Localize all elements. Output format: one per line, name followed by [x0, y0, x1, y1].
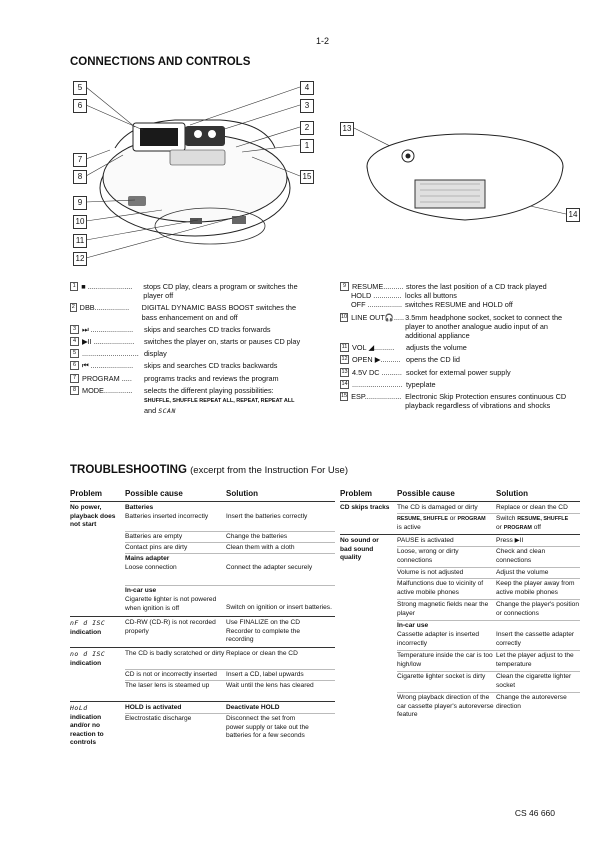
- control-number: 11: [341, 344, 348, 351]
- header-cause: Possible cause: [125, 489, 183, 498]
- troubleshooting-title: [70, 464, 348, 476]
- control-key: .........................: [352, 379, 403, 389]
- cause-cell: Wrong playback direction of the car cassette player's autoreverse feature: [397, 694, 494, 719]
- control-key: ............................: [82, 349, 139, 359]
- control-key: OFF .................: [351, 300, 403, 310]
- control-desc: programs tracks and reviews the program: [144, 373, 279, 383]
- control-row: [70, 349, 310, 358]
- cause-cell: CD is not or incorrectly inserted: [125, 671, 217, 678]
- control-desc: skips and searches CD tracks backwards: [144, 361, 278, 371]
- solution-cell: Clean them with a cloth: [226, 544, 295, 551]
- controls-list-right: [340, 282, 580, 413]
- control-row: [70, 361, 310, 370]
- cause-cell: Batteries inserted incorrectly: [125, 513, 209, 520]
- problem-hold: [70, 704, 122, 748]
- problem-no-sound: No sound or bad sound quality: [340, 537, 379, 562]
- control-number: 15: [341, 393, 348, 400]
- control-desc: stops CD play, clears a program or switches the player off: [143, 282, 298, 301]
- control-key: OPEN ▶..........: [352, 355, 401, 365]
- row-rule: [397, 671, 580, 672]
- solution-cell: Connect the adapter securely: [226, 564, 313, 571]
- control-desc: switches the player on, starts or pauses CD play: [144, 337, 301, 347]
- problem-label: indication: [70, 659, 102, 667]
- control-key: VOL ◢..........: [352, 343, 395, 353]
- table-rule: [70, 501, 335, 502]
- solution-cell: Use FINALIZE on the CD Recorder to complete the recording: [226, 619, 301, 644]
- control-key: LINE OUT🎧.....: [351, 312, 404, 322]
- callout-6: 6: [73, 99, 87, 113]
- mode-options: SHUFFLE, SHUFFLE REPEAT ALL, REPEAT, REPEAT ALL: [144, 398, 295, 405]
- control-key: RESUME..........: [352, 282, 404, 291]
- cause-cell: Batteries are empty: [125, 533, 183, 540]
- control-key: ESP..................: [351, 392, 402, 402]
- control-number: 9: [340, 282, 349, 291]
- control-number: 2: [71, 304, 75, 311]
- callout-11: 11: [73, 234, 87, 248]
- cause-cell: Malfunctions due to vicinity of active mobile phones: [397, 580, 484, 596]
- control-number: 4: [70, 337, 79, 346]
- control-row: [340, 392, 580, 410]
- callout-2: 2: [300, 121, 314, 135]
- solution-cell: Change the autoreverse direction: [496, 694, 567, 710]
- control-key: PROGRAM .....: [82, 373, 132, 383]
- control-key: ▶II ....................: [82, 337, 135, 347]
- cause-cell: HOLD is activated: [125, 704, 182, 711]
- row-rule: [125, 542, 335, 543]
- header-solution: Solution: [226, 489, 258, 498]
- control-number: 14: [341, 380, 348, 387]
- control-number: 3: [70, 325, 79, 334]
- cd-player-bottom-illustration: [360, 118, 570, 238]
- control-key: ⏭ .....................: [82, 324, 134, 334]
- row-rule: [125, 680, 335, 681]
- troubleshooting-subtitle: (excerpt from the Instruction For Use): [190, 465, 348, 476]
- callout-7: 7: [73, 153, 87, 167]
- callout-10: 10: [73, 215, 87, 229]
- mode-desc: selects the different playing possibilities:: [144, 385, 274, 395]
- control-desc: socket for external power supply: [406, 367, 511, 377]
- control-desc: stores the last position of a CD track played: [406, 282, 547, 291]
- row-rule: [397, 578, 580, 579]
- control-desc: adjusts the volume: [406, 343, 467, 353]
- control-desc: locks all buttons: [405, 291, 457, 301]
- control-key: DBB.................: [79, 303, 130, 313]
- callout-8: 8: [73, 170, 87, 184]
- solution-text: Switch: [496, 515, 516, 522]
- row-rule: [397, 546, 580, 547]
- problem-label: indication: [70, 628, 102, 636]
- row-rule: [125, 669, 335, 670]
- solution-text: or: [496, 523, 502, 531]
- control-row: [340, 291, 580, 300]
- row-rule: [397, 513, 580, 514]
- control-desc: DIGITAL DYNAMIC BASS BOOST switches the bass enhancement on and off: [141, 303, 297, 322]
- section-title: CONNECTIONS AND CONTROLS: [70, 56, 251, 68]
- control-number: 13: [341, 368, 348, 375]
- solution-keyword: RESUME, SHUFFLE: [517, 516, 569, 522]
- cause-cell: Loose connection: [125, 564, 177, 571]
- solution-cell: Switch on ignition or insert batteries.: [226, 604, 332, 611]
- table-rule: [70, 616, 335, 617]
- callout-9: 9: [73, 196, 87, 210]
- control-desc: opens the CD lid: [406, 355, 460, 365]
- header-cause: Possible cause: [397, 489, 455, 498]
- control-number: 5: [70, 349, 79, 358]
- row-rule: [125, 713, 335, 714]
- control-desc: switches RESUME and HOLD off: [405, 300, 513, 310]
- header-problem: Problem: [70, 489, 103, 498]
- solution-cell: Wait until the lens has cleared: [226, 682, 314, 689]
- row-rule: [125, 585, 335, 586]
- row-rule: [397, 692, 580, 693]
- control-row: [70, 282, 310, 300]
- mode-and: and: [144, 406, 157, 416]
- problem-no-disc: [70, 650, 122, 668]
- cause-keyword: RESUME, SHUFFLE: [397, 516, 448, 522]
- group-incar: In-car use: [397, 622, 429, 629]
- cause-cell: Strong magnetic fields near the player: [397, 601, 489, 617]
- cause-keyword: PROGRAM: [457, 516, 486, 522]
- control-number: 10: [341, 313, 348, 320]
- cause-cell: The laser lens is steamed up: [125, 682, 210, 689]
- solution-cell: Replace or clean the CD: [496, 504, 568, 511]
- header-problem: Problem: [340, 489, 373, 498]
- row-rule: [125, 531, 335, 532]
- solution-cell: Insert the cassette adapter correctly: [496, 631, 575, 647]
- table-rule: [340, 534, 580, 535]
- control-row: [340, 368, 580, 377]
- row-rule: [125, 553, 335, 554]
- cause-text: or: [449, 515, 456, 522]
- control-row: [70, 325, 310, 334]
- document-code: CS 46 660: [514, 808, 555, 818]
- cause-cell: The CD is damaged or dirty: [397, 504, 478, 511]
- callout-12: 12: [73, 252, 87, 266]
- spacer: [340, 300, 351, 309]
- control-key: ■ ......................: [81, 282, 133, 291]
- problem-cd-skips: CD skips tracks: [340, 504, 390, 511]
- cause-cell: [397, 515, 495, 532]
- solution-cell: Change the batteries: [226, 533, 288, 540]
- control-row: [70, 386, 310, 417]
- solution-cell: Adjust the volume: [496, 569, 549, 576]
- table-rule: [340, 501, 580, 502]
- row-rule: [397, 620, 580, 621]
- row-rule: [397, 599, 580, 600]
- solution-cell: Press ▶II: [496, 537, 524, 544]
- control-number: 8: [70, 386, 79, 395]
- solution-cell: Insert the batteries correctly: [226, 513, 308, 520]
- solution-cell: Replace or clean the CD: [226, 650, 298, 657]
- control-desc: Electronic Skip Protection ensures continuous CD playback regardless of vibrations and shocks: [405, 392, 567, 411]
- control-row: [340, 343, 580, 352]
- cause-cell: Volume is not adjusted: [397, 569, 464, 576]
- callout-14: 14: [566, 208, 580, 222]
- solution-cell: Deactivate HOLD: [226, 704, 280, 711]
- control-row: [70, 374, 310, 383]
- control-row: [340, 355, 580, 364]
- trouble-table-right: [340, 490, 580, 730]
- control-key: MODE..............: [82, 385, 133, 395]
- control-desc: [144, 386, 310, 417]
- callout-4: 4: [300, 81, 314, 95]
- spacer: [340, 291, 351, 300]
- cause-cell: CD-RW (CD-R) is not recorded properly: [125, 619, 216, 635]
- mode-lcd-scan: SCAN: [158, 407, 176, 416]
- control-key: 4.5V DC ..........: [352, 367, 402, 377]
- cause-cell: Cassette adapter is inserted incorrectly: [397, 631, 480, 647]
- problem-label: indication and/or no reaction to controls: [70, 713, 104, 747]
- solution-keyword: PROGRAM: [503, 524, 532, 531]
- group-incar: In-car use: [125, 587, 157, 594]
- control-row: [70, 303, 310, 321]
- row-rule: [397, 567, 580, 568]
- control-key: HOLD ..............: [351, 291, 402, 301]
- table-rule: [70, 701, 335, 702]
- problem-nf-disc: [70, 619, 122, 637]
- solution-cell: Keep the player away from active mobile phones: [496, 580, 575, 596]
- group-mains: Mains adapter: [125, 555, 170, 562]
- controls-list-left: [70, 282, 310, 419]
- control-row: [340, 282, 580, 291]
- callout-1: 1: [300, 139, 314, 153]
- control-key: ⏮ .....................: [82, 361, 134, 371]
- trouble-table-left: [70, 490, 335, 760]
- control-desc: typeplate: [406, 379, 436, 389]
- control-row: [340, 300, 580, 309]
- cause-cell: PAUSE is activated: [397, 537, 454, 544]
- problem-no-power: No power, playback does not start: [70, 504, 116, 529]
- lcd-no-disc: no d ISC: [70, 650, 106, 658]
- solution-cell: Change the player's position or connections: [496, 601, 580, 617]
- header-solution: Solution: [496, 489, 528, 498]
- control-row: [340, 313, 580, 341]
- control-desc: skips and searches CD tracks forwards: [144, 324, 271, 334]
- solution-cell: Check and clean connections: [496, 548, 546, 564]
- table-rule: [70, 647, 335, 648]
- solution-cell: Insert a CD, label upwards: [226, 671, 304, 678]
- control-number: 6: [70, 361, 79, 370]
- callout-15: 15: [300, 170, 314, 184]
- control-number: 7: [70, 374, 79, 383]
- control-desc: 3.5mm headphone socket, socket to connect the player to another analogue audio input of an additional appliance: [405, 312, 563, 341]
- cause-cell: Cigarette lighter is not powered when ignition is off: [125, 596, 217, 612]
- callout-5: 5: [73, 81, 87, 95]
- solution-text: off: [533, 523, 541, 531]
- control-number: 12: [341, 356, 348, 363]
- solution-cell: Disconnect the set from power supply or take out the batteries for a few seconds: [226, 715, 309, 740]
- group-batteries: Batteries: [125, 504, 154, 511]
- cause-cell: Temperature inside the car is too high/low: [397, 652, 493, 668]
- page-number: 1-2: [316, 36, 330, 46]
- troubleshooting-heading: TROUBLESHOOTING: [70, 464, 187, 476]
- control-desc: display: [144, 349, 167, 359]
- callout-3: 3: [300, 99, 314, 113]
- cause-text: is active: [397, 523, 421, 531]
- control-row: [70, 337, 310, 346]
- cause-cell: Cigarette lighter socket is dirty: [397, 673, 486, 680]
- callout-13: 13: [340, 122, 354, 136]
- cause-cell: Electrostatic discharge: [125, 715, 192, 722]
- row-rule: [397, 650, 580, 651]
- lcd-hold: HoLd: [70, 704, 88, 712]
- solution-cell: Clean the cigarette lighter socket: [496, 673, 572, 689]
- cause-cell: The CD is badly scratched or dirty: [125, 650, 225, 657]
- control-row: [340, 380, 580, 389]
- solution-cell: [496, 515, 580, 532]
- control-number: 1: [70, 282, 78, 291]
- lcd-nf-disc: nF d ISC: [70, 619, 106, 627]
- cause-cell: Contact pins are dirty: [125, 544, 188, 551]
- solution-cell: Let the player adjust to the temperature: [496, 652, 574, 668]
- cause-cell: Loose, wrong or dirty connections: [397, 548, 459, 564]
